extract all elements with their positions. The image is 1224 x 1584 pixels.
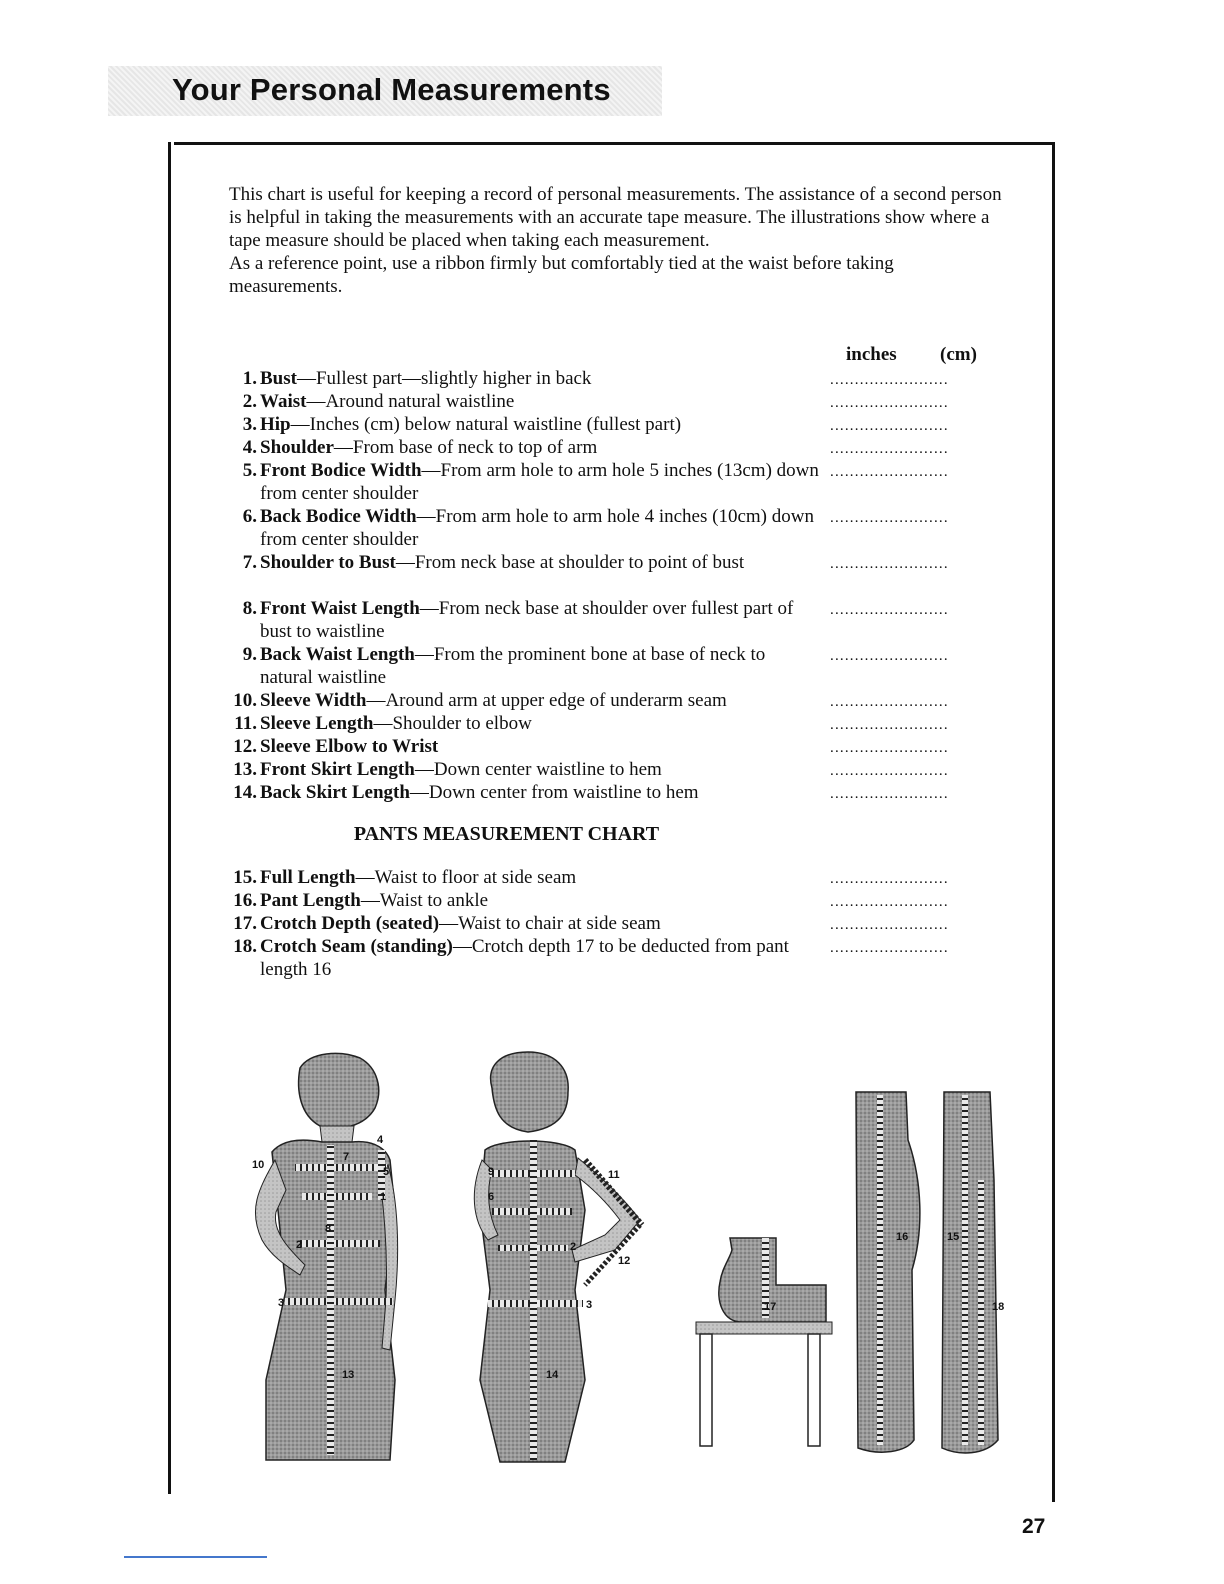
- measurement-label: Shoulder to Bust: [260, 552, 396, 573]
- front-figure-label-4: 4: [377, 1134, 384, 1146]
- measurement-desc: —Waist to floor at side seam: [355, 867, 577, 888]
- measurement-label: Shoulder: [260, 437, 334, 458]
- measurement-desc: —From the prominent bone at base of neck to natural waistline: [260, 644, 766, 688]
- pants-illustration: [856, 1092, 1004, 1453]
- inches-header: inches: [846, 344, 897, 365]
- front-figure-illustration: [252, 1053, 398, 1460]
- front-figure-label-7: 7: [343, 1151, 350, 1163]
- front-figure-label-10: 10: [252, 1159, 265, 1171]
- measurement-blank[interactable]: ........................: [830, 740, 949, 756]
- front-figure-label-5: 5: [383, 1166, 390, 1178]
- footer-rule: [124, 1556, 267, 1558]
- measurement-desc: —From neck base at shoulder to point of bust: [395, 552, 745, 573]
- intro-paragraph-1: This chart is useful for keeping a record of personal measurements. The assistance of a second person is helpful in taking the measurements with an accurate tape measure. The illustrations show where a tape measure should be placed when taking each measurement.: [229, 184, 1002, 251]
- page-title: Your Personal Measurements: [172, 72, 611, 107]
- measurement-blank[interactable]: ........................: [830, 510, 949, 526]
- seated-figure-label-17: 17: [764, 1301, 777, 1313]
- measurement-label: Waist: [260, 391, 307, 412]
- front-figure-label-8: 8: [325, 1223, 332, 1235]
- measurement-number: 6.: [242, 506, 257, 527]
- front-figure-label-2: 2: [296, 1239, 303, 1251]
- front-figure-label-13: 13: [342, 1369, 355, 1381]
- measurement-blank[interactable]: ........................: [830, 786, 949, 802]
- back-figure-label-3: 3: [586, 1299, 593, 1311]
- measurement-blank[interactable]: ........................: [830, 395, 949, 411]
- back-figure-label-11: 11: [608, 1169, 620, 1181]
- measurement-number: 5.: [242, 460, 257, 481]
- measurement-blank[interactable]: ........................: [830, 894, 949, 910]
- measurement-label: Full Length: [260, 867, 356, 888]
- measurement-blank[interactable]: ........................: [830, 763, 949, 779]
- measurement-blank[interactable]: ........................: [830, 464, 949, 480]
- measurement-desc: —Crotch depth 17 to be deducted from pant length 16: [260, 936, 789, 980]
- measurement-desc: —Fullest part—slightly higher in back: [296, 368, 592, 389]
- measurement-label: Front Waist Length: [260, 598, 420, 619]
- measurement-desc: —Waist to ankle: [360, 890, 489, 911]
- measurement-blank[interactable]: ........................: [830, 556, 949, 572]
- measurement-label: Bust: [260, 368, 297, 389]
- measurement-blank[interactable]: ........................: [830, 694, 949, 710]
- measurement-desc: —From arm hole to arm hole 5 inches (13cm) down from center shoulder: [260, 460, 819, 504]
- seated-figure-illustration: [696, 1238, 832, 1446]
- measurement-desc: —Down center from waistline to hem: [409, 782, 699, 803]
- measurement-desc: —Shoulder to elbow: [373, 713, 532, 734]
- pants-chart-title: PANTS MEASUREMENT CHART: [353, 823, 660, 845]
- measurement-desc: —Waist to chair at side seam: [439, 913, 661, 934]
- measurement-label: Sleeve Length: [260, 713, 374, 734]
- back-figure-label-9: 9: [488, 1166, 495, 1178]
- pants-label-16: 16: [896, 1231, 909, 1243]
- measurement-label: Back Bodice Width: [260, 506, 417, 527]
- measurement-number: 15.: [233, 867, 257, 888]
- measurement-desc: —Around natural waistline: [306, 391, 515, 412]
- page-number: 27: [1022, 1515, 1046, 1538]
- measurement-blank[interactable]: ........................: [830, 418, 949, 434]
- measurement-blank[interactable]: ........................: [830, 717, 949, 733]
- measurement-number: 16.: [233, 890, 257, 911]
- front-figure-label-3: 3: [278, 1297, 285, 1309]
- intro-paragraph-2: As a reference point, use a ribbon firmly but comfortably tied at the waist before taking measurements.: [229, 253, 894, 297]
- measurement-number: 7.: [242, 552, 257, 573]
- measurement-number: 3.: [242, 414, 257, 435]
- back-figure-label-12: 12: [618, 1255, 631, 1267]
- back-figure-label-6: 6: [488, 1191, 495, 1203]
- measurement-desc: —Down center waistline to hem: [414, 759, 662, 780]
- pants-label-18: 18: [992, 1301, 1005, 1313]
- back-figure-label-14: 14: [546, 1369, 559, 1381]
- front-figure-label-1: 1: [380, 1191, 387, 1203]
- measurement-number: 1.: [242, 368, 257, 389]
- measurement-label: Front Bodice Width: [260, 460, 422, 481]
- measurement-number: 13.: [233, 759, 257, 780]
- measurement-number: 11.: [234, 713, 257, 734]
- cm-header: (cm): [940, 344, 977, 365]
- measurement-blank[interactable]: ........................: [830, 602, 949, 618]
- measurement-blank[interactable]: ........................: [830, 871, 949, 887]
- measurement-label: Back Skirt Length: [260, 782, 410, 803]
- measurement-desc: —Inches (cm) below natural waistline (fullest part): [290, 414, 682, 435]
- measurement-number: 2.: [242, 391, 257, 412]
- measurement-number: 18.: [233, 936, 257, 957]
- measurement-label: Front Skirt Length: [260, 759, 415, 780]
- measurement-label: Hip: [260, 414, 291, 435]
- measurement-number: 9.: [242, 644, 257, 665]
- measurement-blank[interactable]: ........................: [830, 917, 949, 933]
- measurement-desc: —From arm hole to arm hole 4 inches (10cm) down from center shoulder: [260, 506, 814, 550]
- measurement-blank[interactable]: ........................: [830, 940, 949, 956]
- measurement-label: Crotch Seam (standing): [260, 936, 453, 957]
- measurement-label: Sleeve Elbow to Wrist: [260, 736, 439, 757]
- measurement-blank[interactable]: ........................: [830, 441, 949, 457]
- measurement-label: Back Waist Length: [260, 644, 415, 665]
- pants-label-15: 15: [947, 1231, 960, 1243]
- measurement-label: Crotch Depth (seated): [260, 913, 440, 934]
- measurement-desc: —From neck base at shoulder over fullest part of bust to waistline: [260, 598, 794, 642]
- back-figure-label-2: 2: [570, 1241, 577, 1253]
- measurement-number: 17.: [233, 913, 257, 934]
- measurement-label: Pant Length: [260, 890, 361, 911]
- measurement-number: 14.: [233, 782, 257, 803]
- measurement-label: Sleeve Width: [260, 690, 367, 711]
- measurement-desc: —Around arm at upper edge of underarm seam: [366, 690, 727, 711]
- measurement-number: 10.: [233, 690, 257, 711]
- back-figure-illustration: [474, 1052, 642, 1462]
- measurement-blank[interactable]: ........................: [830, 648, 949, 664]
- measurement-blank[interactable]: ........................: [830, 372, 949, 388]
- measurement-desc: —From base of neck to top of arm: [333, 437, 598, 458]
- measurement-number: 4.: [242, 437, 257, 458]
- measurement-number: 12.: [233, 736, 257, 757]
- measurement-number: 8.: [242, 598, 257, 619]
